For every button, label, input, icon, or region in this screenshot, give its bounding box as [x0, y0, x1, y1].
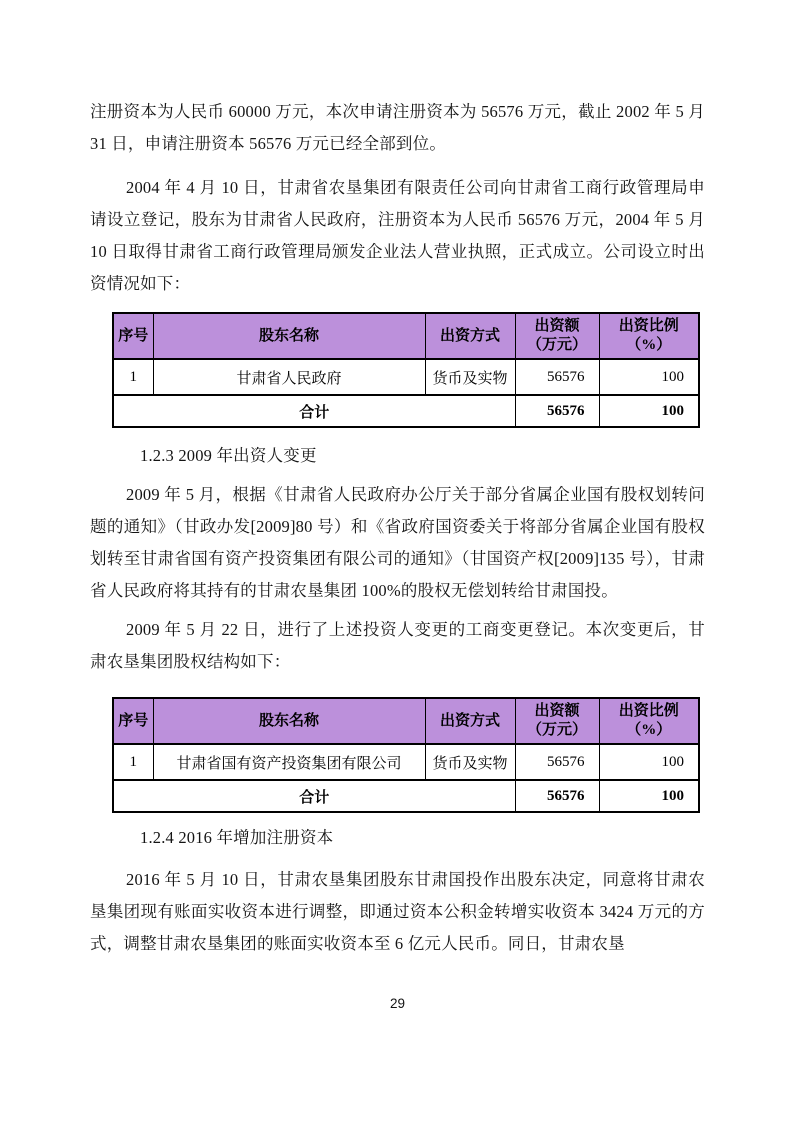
header-seq: 序号 — [113, 698, 153, 744]
cell-total-label: 合计 — [113, 780, 515, 812]
header-seq: 序号 — [113, 313, 153, 359]
paragraph-2009-policy: 2009 年 5 月，根据《甘肃省人民政府办公厅关于部分省属企业国有股权划转问题的通知》（甘政办发[2009]80 号）和《省政府国资委关于将部分省属企业国有股权划转至甘肃省国有资产投资集团有限公司的通知》（甘国资产权[2009]135 号），甘肃省人民政府将其持有的甘肃农垦集团 100%的股权无偿划转给甘肃国投。 — [90, 485, 705, 600]
header-amount — [515, 313, 599, 359]
cell-total-ratio: 100 — [599, 780, 699, 812]
paragraph-2016-increase: 2016 年 5 月 10 日，甘肃农垦集团股东甘肃国投作出股东决定，同意将甘肃农垦集团现有账面实收资本进行调整，即通过资本公积金转增实收资本 3424 万元的方式，调整甘肃农垦集团的账面实收资本至 6 亿元人民币。同日，甘肃农垦 — [90, 870, 705, 953]
shareholder-table-2004 — [112, 312, 700, 428]
cell-seq: 1 — [113, 744, 153, 780]
header-shareholder: 股东名称 — [153, 313, 425, 359]
cell-amount: 56576 — [515, 359, 599, 395]
paragraph-2009-change: 2009 年 5 月 22 日，进行了上述投资人变更的工商变更登记。本次变更后，甘肃农垦集团股权结构如下： — [90, 620, 705, 671]
table-total-row — [113, 780, 699, 812]
cell-ratio: 100 — [599, 744, 699, 780]
section-heading-1-2-4: 1.2.4 2016 年增加注册资本 — [140, 828, 334, 847]
header-method: 出资方式 — [425, 698, 515, 744]
paragraph-2004-establishment: 2004 年 4 月 10 日，甘肃省农垦集团有限责任公司向甘肃省工商行政管理局申请设立登记，股东为甘肃省人民政府，注册资本为人民币 56576 万元，2004 年 5 月 10 日取得甘肃省工商行政管理局颁发企业法人营业执照，正式成立。公司设立时出资情况如下： — [90, 178, 705, 293]
header-amount-line1: 出资额 — [534, 318, 580, 334]
header-amount-line2: （万元） — [526, 722, 587, 738]
cell-total-label: 合计 — [113, 395, 515, 427]
table-row — [113, 744, 699, 780]
header-ratio — [599, 313, 699, 359]
cell-shareholder: 甘肃省国有资产投资集团有限公司 — [153, 744, 425, 780]
cell-total-amount: 56576 — [515, 395, 599, 427]
table-header-row — [113, 313, 699, 359]
header-amount-line1: 出资额 — [534, 703, 580, 719]
cell-ratio: 100 — [599, 359, 699, 395]
cell-amount: 56576 — [515, 744, 599, 780]
section-heading-1-2-3: 1.2.3 2009 年出资人变更 — [140, 446, 317, 465]
header-amount-line2: （万元） — [526, 337, 587, 353]
cell-method: 货币及实物 — [425, 744, 515, 780]
header-ratio-line2: （%） — [626, 337, 672, 353]
header-method: 出资方式 — [425, 313, 515, 359]
header-ratio — [599, 698, 699, 744]
header-ratio-line1: 出资比例 — [618, 703, 679, 719]
header-ratio-line2: （%） — [626, 722, 672, 738]
cell-total-ratio: 100 — [599, 395, 699, 427]
header-shareholder: 股东名称 — [153, 698, 425, 744]
page-number: 29 — [389, 996, 406, 1011]
cell-shareholder: 甘肃省人民政府 — [153, 359, 425, 395]
table-header-row — [113, 698, 699, 744]
shareholder-table-2009 — [112, 697, 700, 813]
cell-seq: 1 — [113, 359, 153, 395]
cell-total-amount: 56576 — [515, 780, 599, 812]
header-ratio-line1: 出资比例 — [618, 318, 679, 334]
paragraph-registration: 注册资本为人民币 60000 万元，本次申请注册资本为 56576 万元，截止 2002 年 5 月 31 日，申请注册资本 56576 万元已经全部到位。 — [90, 102, 705, 153]
table-total-row — [113, 395, 699, 427]
table-row — [113, 359, 699, 395]
cell-method: 货币及实物 — [425, 359, 515, 395]
header-amount — [515, 698, 599, 744]
